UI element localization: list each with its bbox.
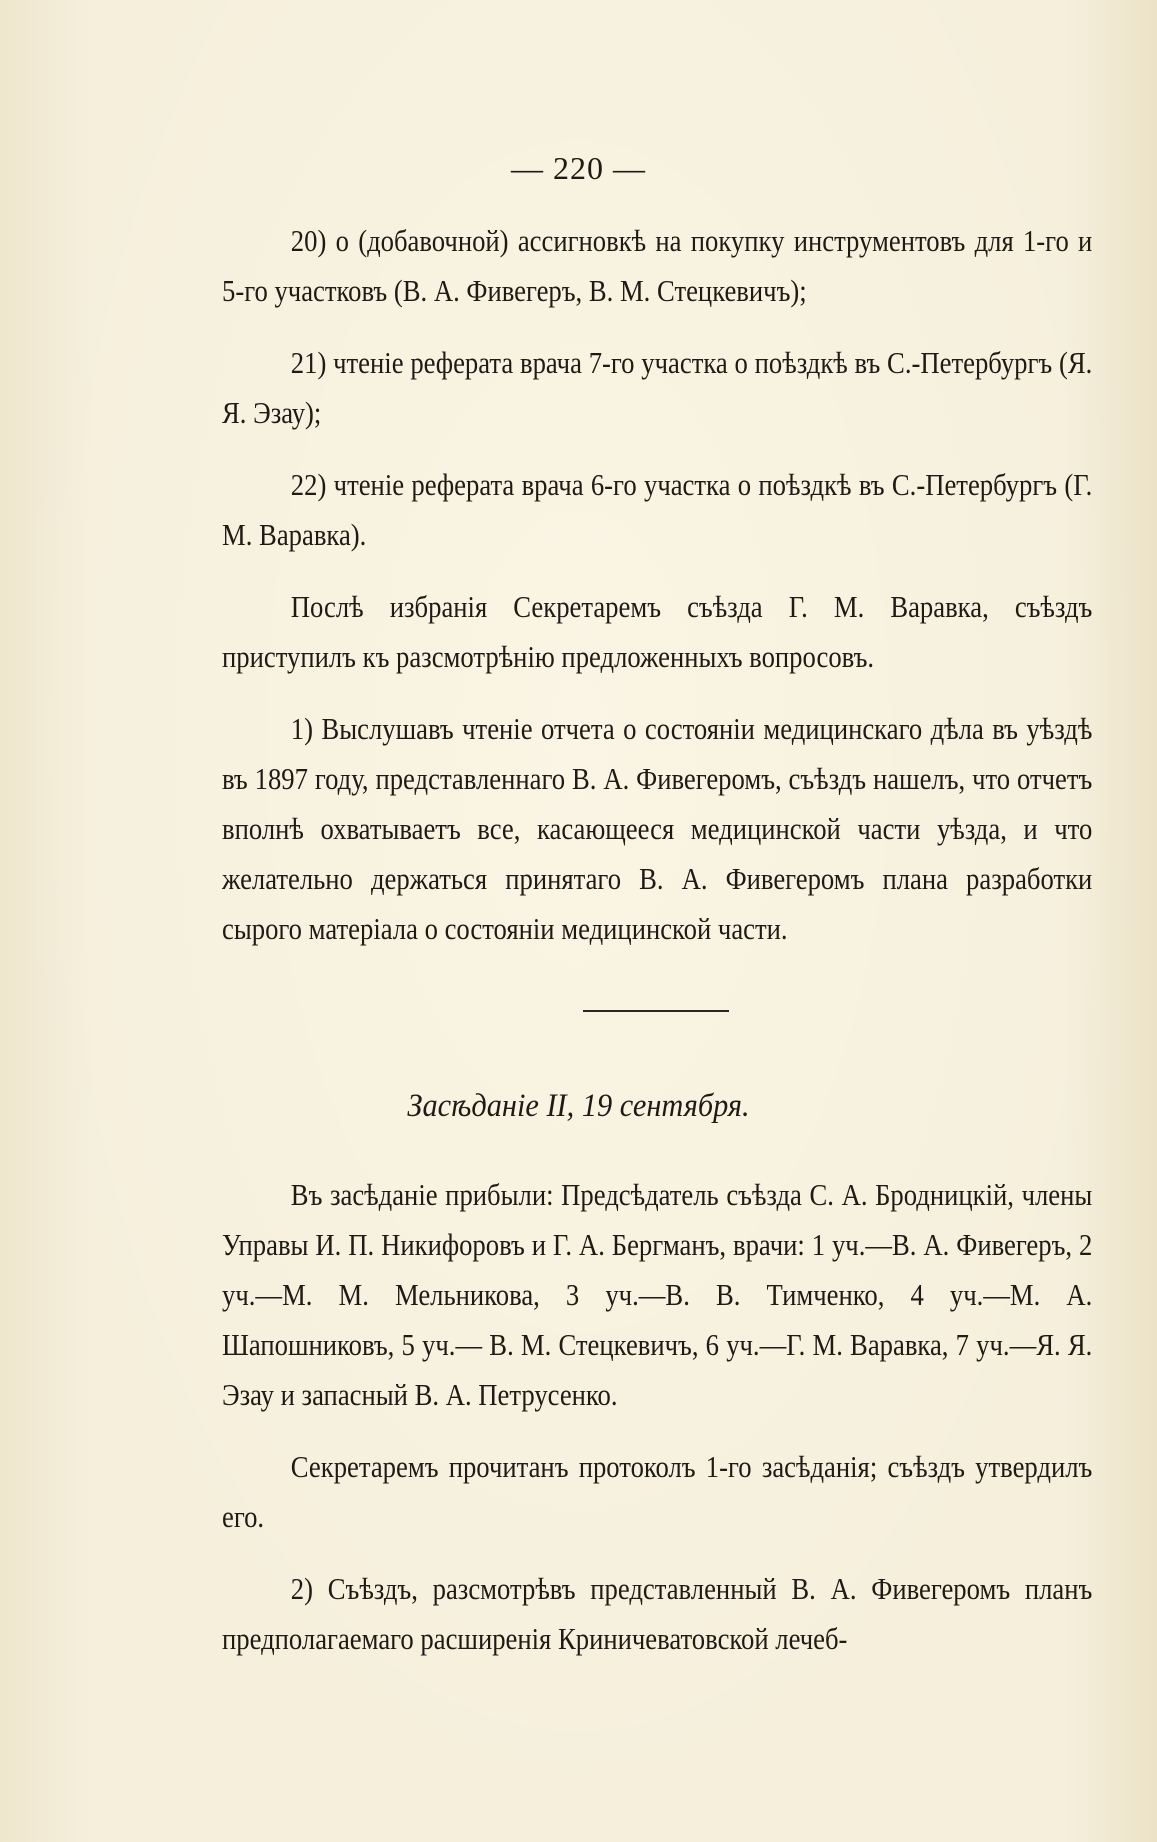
attendance-paragraph: Въ засѣданіе прибыли: Предсѣдатель съѣзда С. А. Бродницкій, члены Управы И. П. Никифоровъ и Г. А. Бергманъ, врачи: 1 уч.—В. А. Фивегеръ, 2 уч.—М. М. Мельникова, 3 уч.—В. В. Тимченко, 4 уч.—М. А. Шапошниковъ, 5 уч.— В. М. Стецкевичъ, 6 уч.—Г. М. Варавка, 7 уч.—Я. Я. Эзау и запасный В. А. Петрусенко. [222, 1177, 1093, 1412]
section-heading: Засѣданіе II, 19 сентября. [407, 1088, 750, 1124]
upper-text-block [222, 216, 1092, 954]
secretary-paragraph: Послѣ избранія Секретаремъ съѣзда Г. М. Варавка, съѣздъ приступилъ къ разсмотрѣнію предложенныхъ вопросовъ. [222, 589, 1093, 674]
item-21: 21) чтеніе реферата врача 7-го участка о поѣздкѣ въ С.-Петербургъ (Я. Я. Эзау); [222, 345, 1093, 430]
item-22: 22) чтеніе реферата врача 6-го участка о поѣздкѣ въ С.-Петербургъ (Г. М. Варавка). [222, 467, 1093, 552]
item-1-report: 1) Выслушавъ чтеніе отчета о состояніи медицинскаго дѣла въ уѣздѣ въ 1897 году, представленнаго В. А. Фивегеромъ, съѣздъ нашелъ, что отчетъ вполнѣ охватываетъ все, касающееся медицинской части уѣзда, и что желательно держаться принятаго В. А. Фивегеромъ плана разработки сырого матеріала о состояніи медицинской части. [222, 711, 1093, 946]
item-2-paragraph: 2) Съѣздъ, разсмотрѣвъ представленный В. А. Фивегеромъ планъ предполагаемаго расширенія Криничеватовской лечеб- [222, 1571, 1093, 1656]
item-20: 20) о (добавочной) ассигновкѣ на покупку инструментовъ для 1-го и 5-го участковъ (В. А. Фивегеръ, В. М. Стецкевичъ); [222, 223, 1093, 308]
section-divider [583, 1010, 729, 1012]
page-number: — 220 — [511, 150, 646, 186]
protocol-paragraph: Секретаремъ прочитанъ протоколъ 1-го засѣданія; съѣздъ утвердилъ его. [222, 1449, 1093, 1534]
lower-text-block [222, 1170, 1092, 1664]
